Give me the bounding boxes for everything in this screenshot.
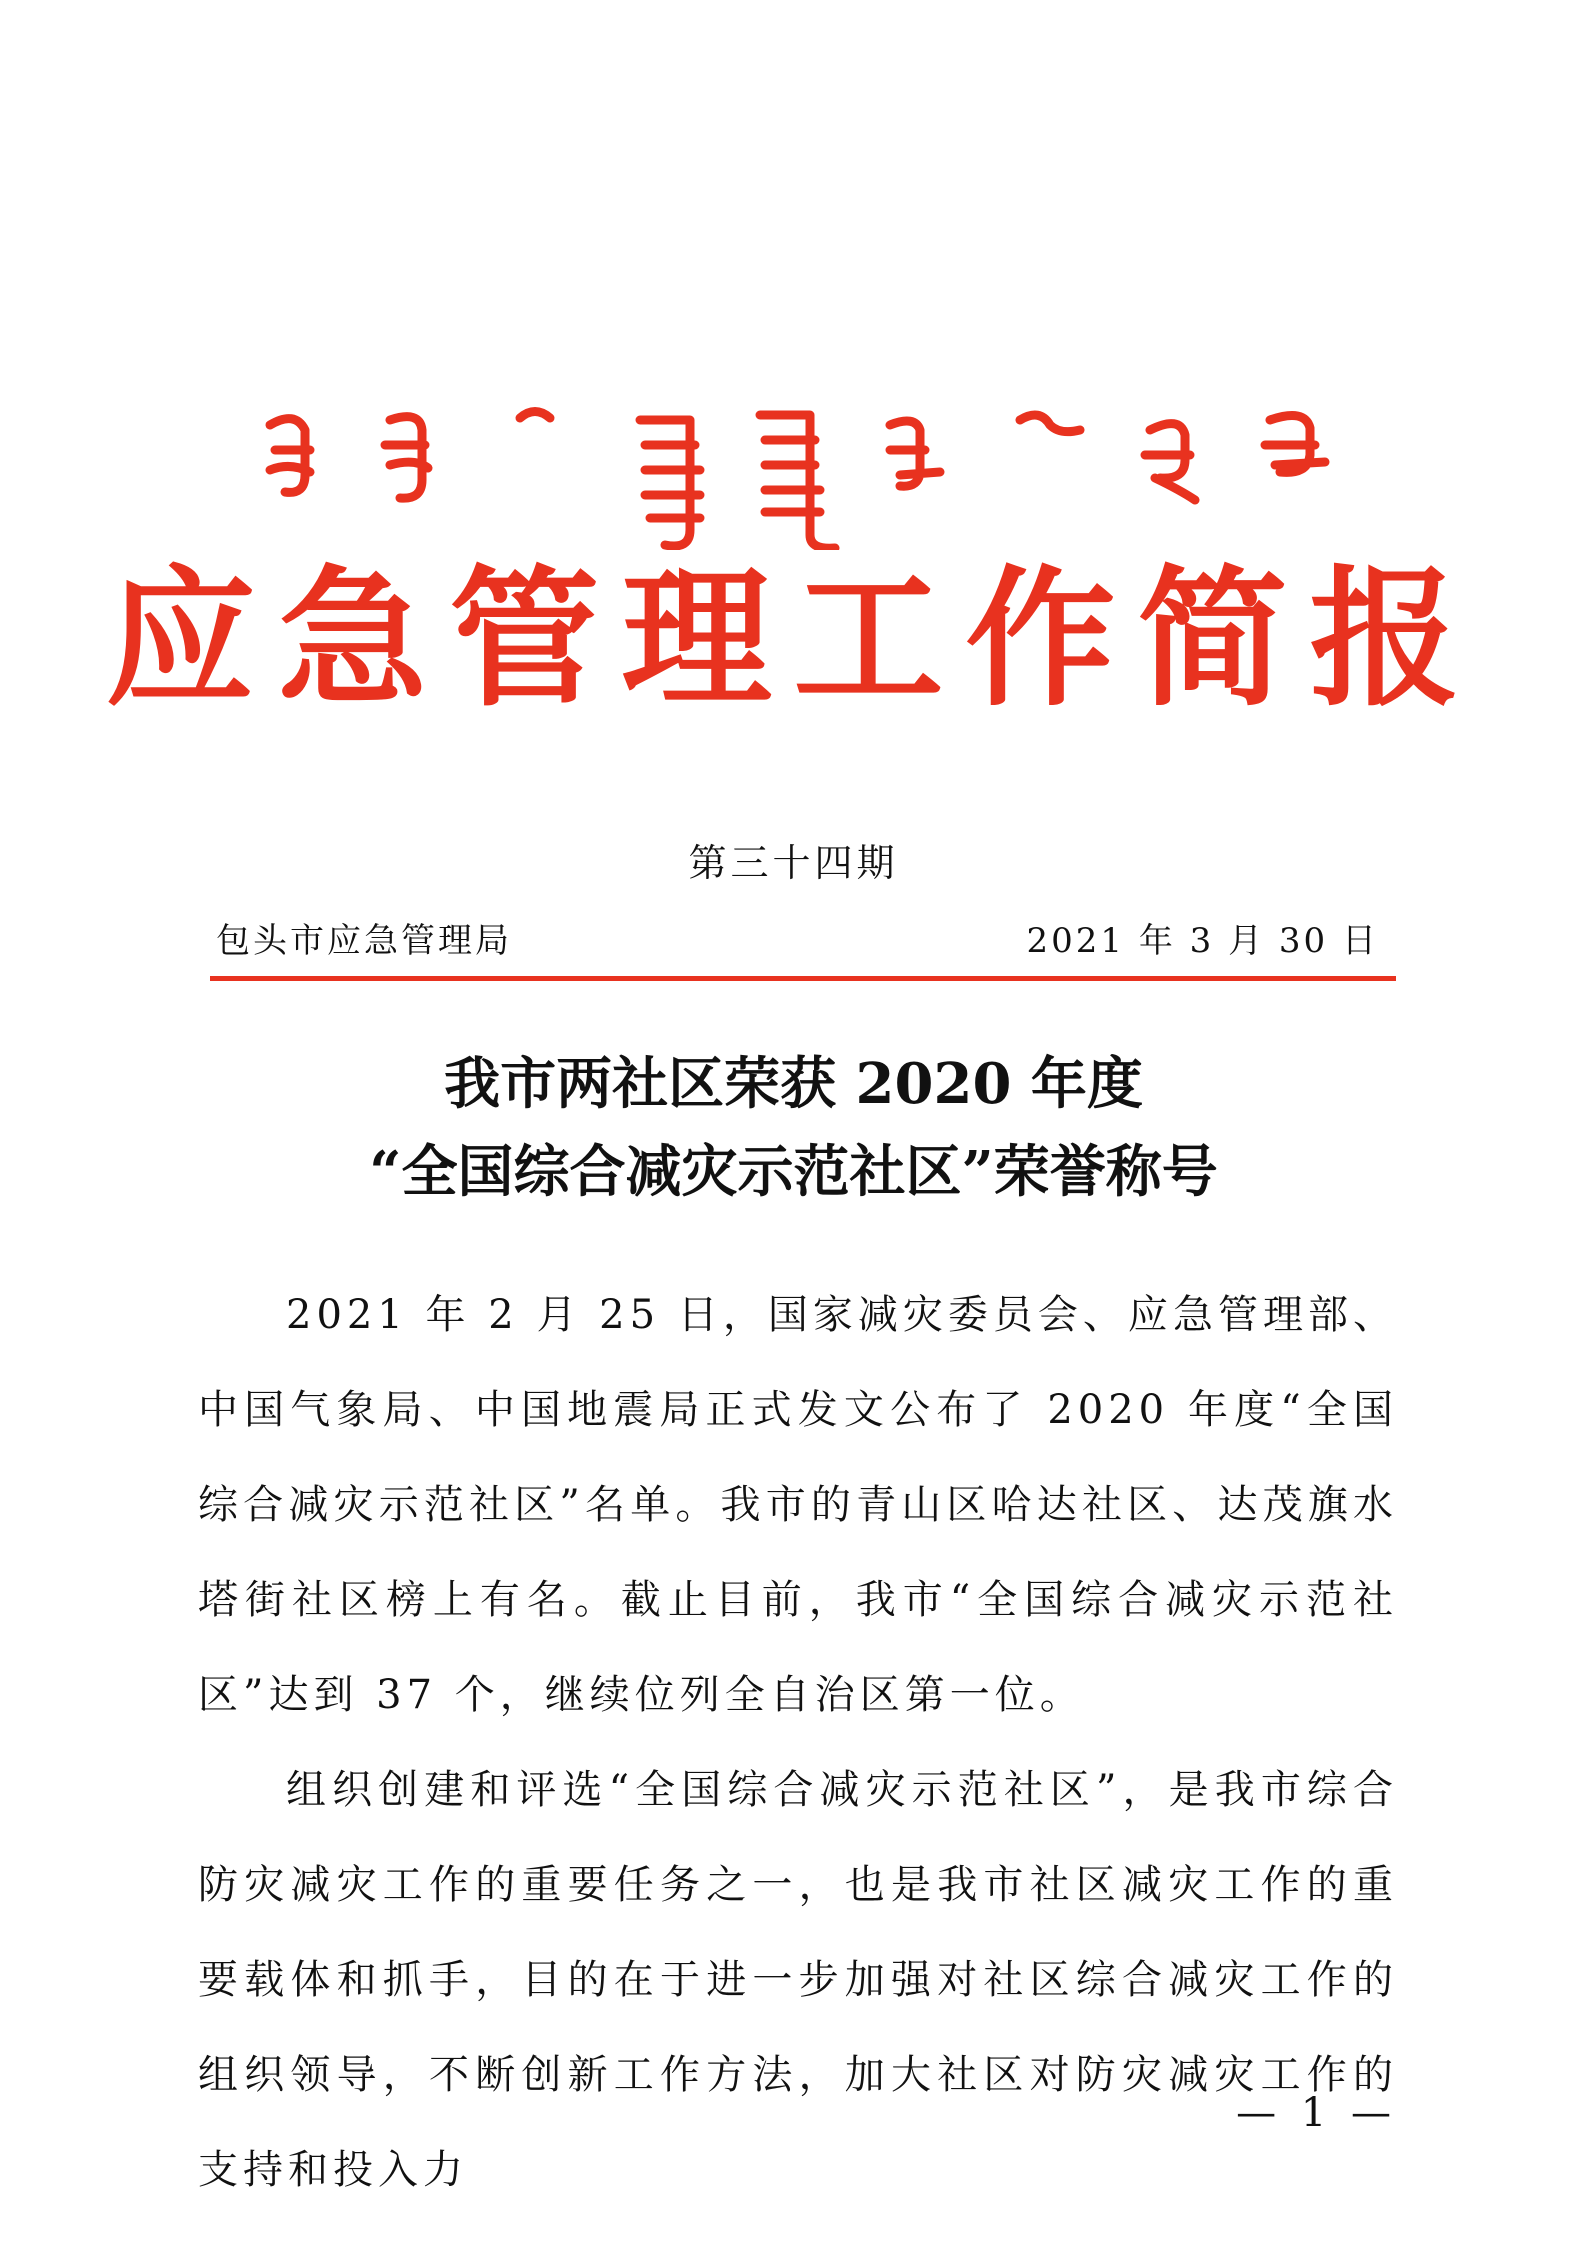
red-divider-line [210,976,1396,981]
bulletin-masthead: 应急管理工作简报 [105,553,1482,727]
issue-date: 2021 年 3 月 30 日 [1026,921,1379,961]
article-body [198,1268,1398,2218]
paragraph: 2021 年 2 月 25 日，国家减灾委员会、应急管理部、中国气象局、中国地震局正式发文公布了 2020 年度“全国综合减灾示范社区”名单。我市的青山区哈达社区、达茂旗水塔街社区榜上有名。截止目前，我市“全国综合减灾示范社区”达到 37 个，继续位列全自治区第一位。 [198,1292,1398,1718]
article-title-line-2: “全国综合减灾示范社区”荣誉称号 [369,1139,1218,1205]
issue-number: 第三十四期 [688,841,899,885]
mongolian-script-graphic [250,400,1350,550]
article-title [0,1040,1587,1216]
article-title-line-1: 我市两社区荣获 2020 年度 [444,1051,1143,1117]
issuing-agency: 包头市应急管理局 [216,921,512,961]
page-number: — 1 — [1236,2090,1397,2136]
mongolian-script-masthead [250,400,1350,550]
paragraph: 组织创建和评选“全国综合减灾示范社区”，是我市综合防灾减灾工作的重要任务之一，也是我市社区减灾工作的重要载体和抓手，目的在于进一步加强对社区综合减灾工作的组织领导，不断创新工作方法，加大社区对防灾减灾工作的支持和投入力 [198,1767,1398,2193]
